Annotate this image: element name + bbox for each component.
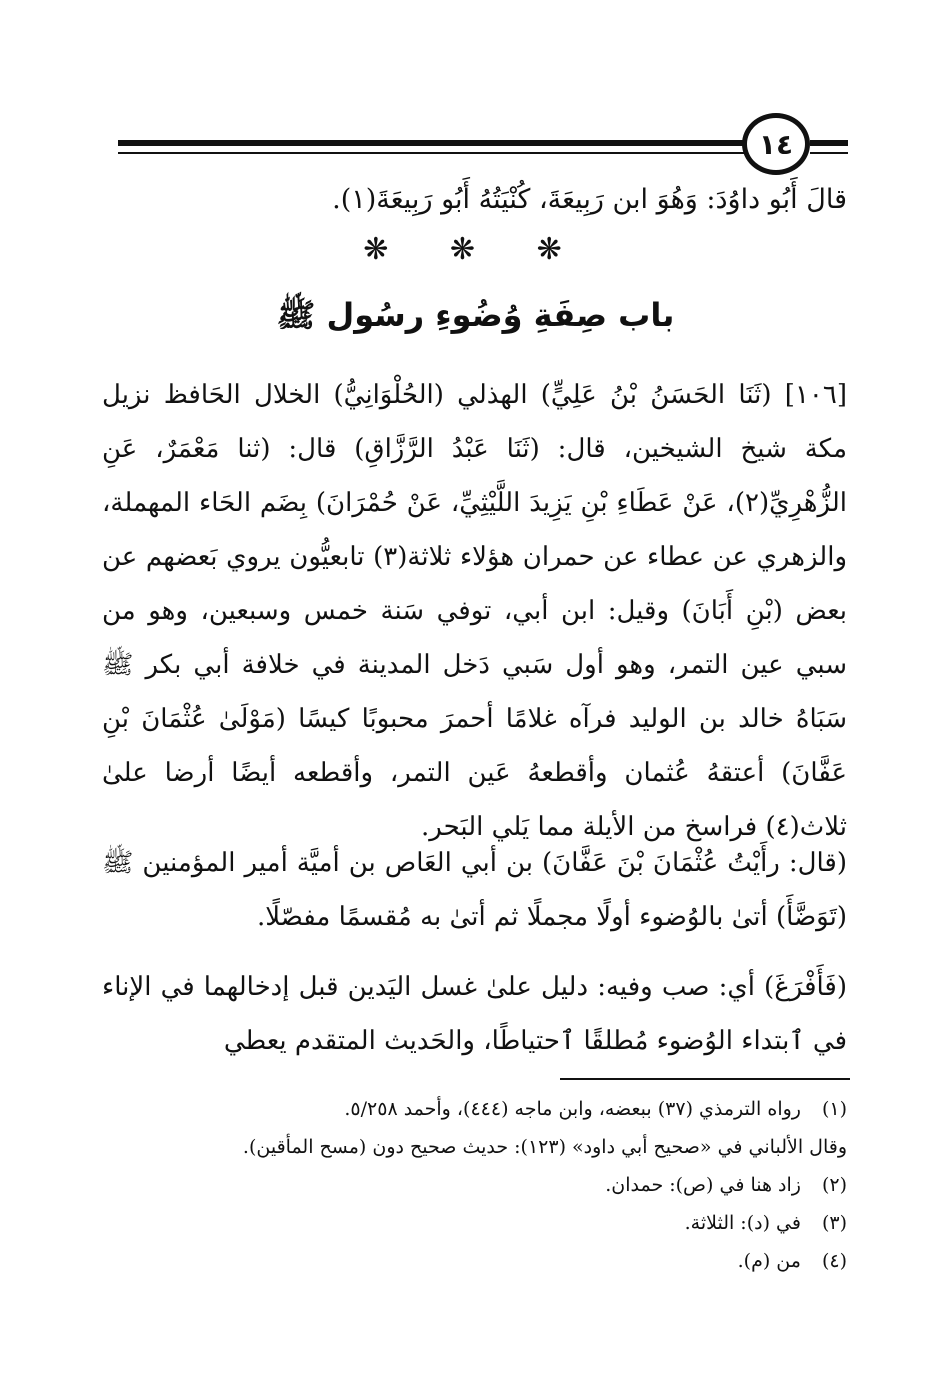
footnote-1-continued <box>243 1130 847 1164</box>
footnote-number: (٤) <box>821 1250 847 1272</box>
header-rule-thin <box>118 152 744 154</box>
top-line: قالَ أَبُو داوُدَ: وَهُوَ ابن رَبِيعَةَ، كُنْيَتُهُ أَبُو رَبِيعَةَ(١). <box>332 184 847 215</box>
paragraph-fa-afragha: (فَأَفْرَغَ) أي: صب وفيه: دليل علىٰ غسل اليَدين قبل إدخالهما في الإناء في ٱبتداء الوُضوء مُطلقًا ٱحتياطًا، والحَديث المتقدم يعطي <box>102 972 847 1056</box>
footnote-text: رواه الترمذي (٣٧) ببعضه، وابن ماجه (٤٤٤)، وأحمد ٥/٢٥٨. <box>344 1098 801 1120</box>
footnote-text: وقال الألباني في «صحيح أبي داود» (١٢٣): حديث صحيح دون (مسح المأقين). <box>242 1136 847 1158</box>
footnote-number: (٢) <box>821 1174 847 1196</box>
footnote-text: من (م). <box>737 1250 801 1272</box>
footnote-text: زاد هنا في (ص): حمدان. <box>605 1174 801 1196</box>
chapter-title: باب صِفَةِ وُضُوءِ رسُول ﷺ <box>276 296 675 334</box>
footnote-3 <box>685 1206 847 1240</box>
footnote-1 <box>344 1092 847 1126</box>
section-separator: ❋ ❋ ❋ <box>363 232 588 267</box>
header-rule-right <box>810 140 848 146</box>
footnote-4 <box>738 1244 847 1278</box>
footnote-number: (١) <box>821 1098 847 1120</box>
paragraph-main: [١٠٦] (ثَنَا الحَسَنُ بْنُ عَلِيٍّ) الهذلي (الحُلْوَانِيُّ) الخلال الحَافظ نزيل مكة شيخ الشيخين، قال: (ثَنَا عَبْدُ الرَّزَّاقِ) قال: (ثنا مَعْمَرٌ، عَنِ الزُّهْرِيِّ(٢)، عَنْ عَطَاءِ بْنِ يَزِيدَ اللَّيْثِيِّ، عَنْ حُمْرَانَ) بِضَم الحَاء المهملة، والزهري عن عطاء عن حمران هؤلاء ثلاثة(٣) تابعيُّون يروي بَعضهم عن بعض (بْنِ أَبَانَ) وقيل: ابن أبي، توفي سَنة خمس وسبعين، وهو من سبي عين التمر، وهو أول سَبي دَخل المدينة في خلافة أبي بكر ﷺ سَبَاهُ خالد بن الوليد فرآه غلامًا أحمرَ محبوبًا كيسًا (مَوْلَىٰ عُثْمَانَ بْنِ عَفَّانَ) أعتقهُ عُثمان وأقطعهُ عَين التمر، وأقطعه أيضًا أرضا علىٰ ثلاث(٤) فراسخ من الأيلة مما يَلي البَحر. <box>102 380 847 842</box>
footnote-separator <box>560 1078 850 1080</box>
footnote-2 <box>605 1168 847 1202</box>
paragraph-ra-aytu: (قال: رأَيْتُ عُثْمَانَ بْنَ عَفَّانَ) بن أبي العَاص بن أميَّة أمير المؤمنين ﷺ (تَوَضَّأَ) أتىٰ بالوُضوء أولًا مجملًا ثم أتىٰ به مُقسمًا مفصّلًا. <box>102 848 847 932</box>
footnote-number: (٣) <box>821 1212 847 1234</box>
header-rule-thick <box>118 140 744 146</box>
page-number: ١٤ <box>742 113 810 175</box>
header-rule-right-thin <box>810 152 848 154</box>
footnote-text: في (د): الثلاثة. <box>684 1212 801 1234</box>
